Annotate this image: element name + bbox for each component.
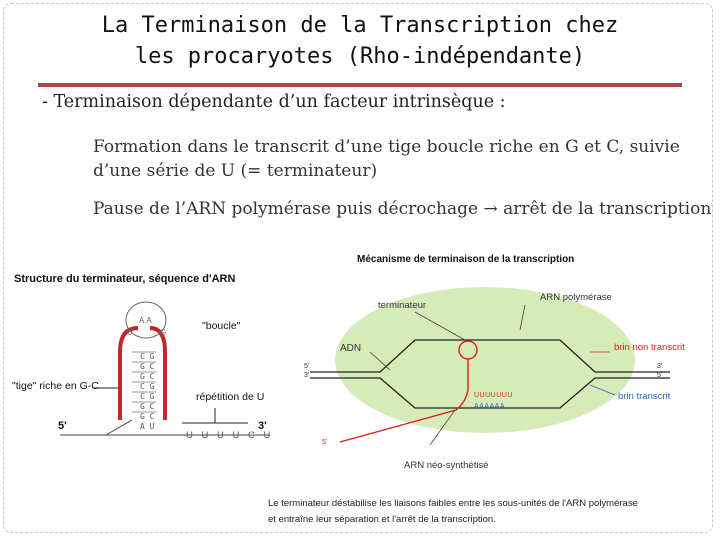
stem-pair: G C <box>140 402 155 411</box>
dna-end-label: 5' <box>657 372 663 379</box>
rna-3-prime-label: 3' <box>258 420 267 432</box>
loop-label: "boucle" <box>202 320 241 332</box>
stem-pair: G C <box>140 372 155 381</box>
right-figure-heading: Mécanisme de terminaison de la transcription <box>357 254 575 265</box>
caption-line-1: Le terminateur déstabilise les liaisons faibles entre les sous-unités de l'ARN polymérase <box>268 498 638 509</box>
rna-polymerase-label: ARN polymérase <box>540 292 612 303</box>
loop-base-left: U <box>127 328 133 337</box>
dna-end-label: 3' <box>304 372 310 379</box>
new-rna-label: ARN néo-synthétisé <box>404 460 489 471</box>
stem-pair: G C <box>140 412 155 421</box>
stem-highlight-left <box>120 328 138 420</box>
dna-label: ADN <box>340 343 362 354</box>
dna-end-label: 5' <box>304 363 310 370</box>
paragraph-1-line-1: Formation dans le transcrit d’une tige boucle riche en G et C, suivie <box>93 137 680 157</box>
stem-pair: G C <box>140 362 155 371</box>
stem-pair: C G <box>140 352 155 361</box>
stem-pair: C G <box>140 392 155 401</box>
stem-pair: A U <box>140 422 155 431</box>
template-a-bases: AAAAAA <box>474 403 506 410</box>
title-divider <box>38 83 682 87</box>
stem-pair: C G <box>140 382 155 391</box>
title-line-1: La Terminaison de la Transcription chez <box>101 13 619 38</box>
bullet-heading: - Terminaison dépendante d’un facteur intrinsèque : <box>42 92 506 112</box>
dna-left-ends <box>304 362 309 380</box>
template-strand-label: brin transcrit <box>618 391 671 402</box>
u-tail-sequence: U U U U C U <box>186 430 274 441</box>
rna-u-tail: UUUUUUU <box>474 392 513 399</box>
termination-mechanism-diagram <box>290 270 710 470</box>
stem-label: "tige" riche en G-C <box>12 380 99 392</box>
rna-5-prime-label: 5' <box>58 420 67 432</box>
rna-5-prime-end: 5' <box>322 439 328 446</box>
loop-base-right: G <box>160 328 167 337</box>
dna-right-ends <box>657 362 662 380</box>
paragraph-1-line-2: d’une série de U (= terminateur) <box>93 161 378 181</box>
non-template-strand-label: brin non transcrit <box>614 342 685 353</box>
stem-base-pairs <box>140 352 154 432</box>
paragraph-2: Pause de l’ARN polymérase puis décrochage → arrêt de la transcription <box>93 199 712 219</box>
u-repeat-label: répétition de U <box>196 391 265 403</box>
mechanism-caption <box>268 496 638 528</box>
title-line-2: les procaryotes (Rho-indépendante) <box>134 44 586 69</box>
terminator-label: terminateur <box>378 300 427 311</box>
slide-title <box>20 10 700 72</box>
loop-bases-top: AA <box>139 316 154 325</box>
caption-line-2: et entraîne leur séparation et l'arrêt de la transcription. <box>268 514 496 525</box>
left-figure-heading: Structure du terminateur, séquence d'ARN <box>14 273 236 285</box>
dna-end-label: 3' <box>657 363 663 370</box>
